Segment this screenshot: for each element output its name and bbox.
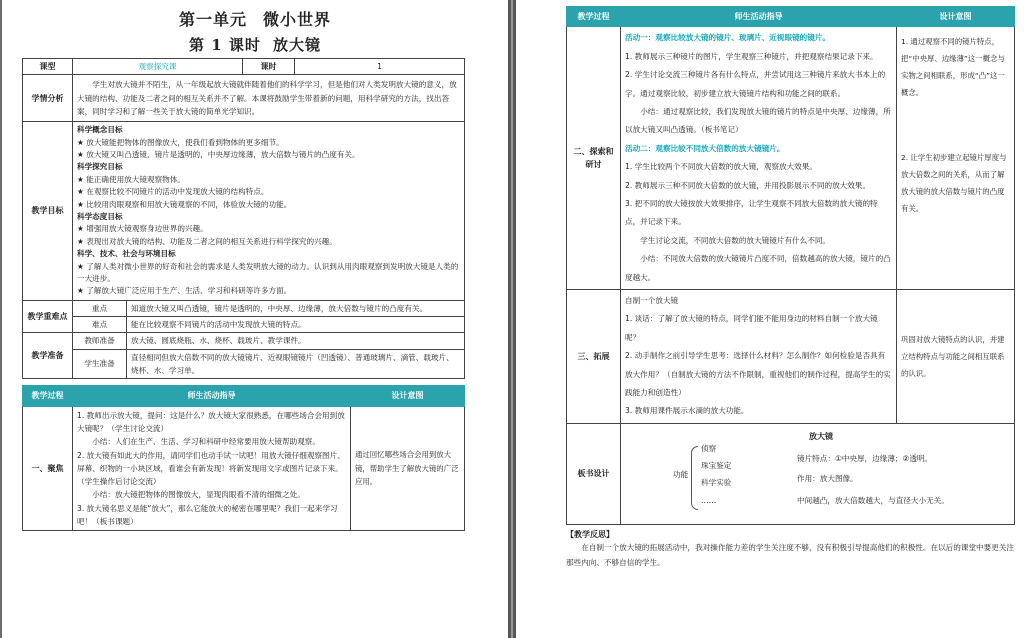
teacher-prep-row (23, 333, 465, 349)
extend-title: 自制一个放大镜 (625, 295, 679, 305)
unit-title (2, 7, 508, 30)
goal-item: ★ 能正确使用放大镜观察物体。 (77, 174, 185, 184)
goal-item: ★ 表现出对放大镜的结构、功能及二者之间的相互关系进行科学探究的兴趣。 (77, 236, 337, 246)
reflection-title: 【教学反思】 (566, 529, 614, 539)
activity-line: 1. 学生比较两个不同放大倍数的放大镜，观察放大效果。 (625, 162, 817, 172)
student-prep-row (23, 349, 465, 379)
lesson-name: 放大镜 (272, 36, 321, 54)
teacher-prep-label: 教师准备 (73, 333, 127, 349)
header-activity: 师生活动指导 (73, 386, 351, 406)
activity-line: 小结：不同放大倍数的放大镜镜片凸度不同，倍数越高的放大镜，镜片的凸度越大。 (625, 254, 891, 282)
difficulty-row (23, 317, 465, 333)
activity-line: 学生讨论交流，不同放大倍数的放大镜镜片有什么不同。 (640, 235, 831, 245)
activity-line: 小结：放大镜把物体的图像放大，显现肉眼看不清的细微之处。 (92, 490, 305, 500)
key-text: 知道放大镜又叫凸透镜，镜片是透明的，中央厚、边缘薄，放大倍数与镜片的凸度有关。 (127, 300, 465, 316)
board-title: 放大镜 (809, 431, 833, 441)
board-branch: 侦察 (701, 443, 717, 453)
stage-extend-row (567, 289, 1015, 423)
process-table-left (22, 385, 465, 531)
board-effect: 作用：放大图像。 (797, 473, 858, 483)
right-page (516, 0, 1024, 638)
reflection-text: 在自制一个放大镜的拓展活动中，我对操作能力差的学生关注度不够，没有积极引导提高他们的积极性。在以后的课堂中要更关注那些内向、不够自信的学生。 (566, 542, 1015, 567)
goal-item: ★ 比较用肉眼观察和用放大镜观察的不同，体验放大镜的功能。 (77, 199, 292, 209)
analysis-label: 学情分析 (23, 75, 73, 122)
key-label: 重点 (73, 300, 127, 316)
activity-line: 小结：人们在生产、生活、学习和科研中经常要用放大镜帮助观察。 (92, 437, 320, 447)
stage-explore-intent (897, 27, 1015, 290)
goal-group-title: 科学概念目标 (77, 125, 123, 135)
stage-focus-intent: 通过回忆哪些场合会用到放大镜，帮助学生了解放大镜的广泛应用。 (351, 406, 465, 531)
board-rule: 中间越凸，放大倍数越大，与直径大小无关。 (797, 495, 949, 505)
board-label: 板书设计 (567, 423, 621, 524)
goal-group-title: 科学、技术、社会与环境目标 (77, 249, 176, 259)
hard-label: 难点 (73, 317, 127, 333)
activity-line: 3. 教师用课件展示水滴的放大功能。 (625, 406, 749, 416)
activity-line: 1. 教师展示三种镜片的图片，学生观察三种镜片，并把观察结果记录下来。 (625, 51, 878, 61)
stage-focus-label: 一、聚焦 (23, 406, 73, 531)
goal-group-title: 科学态度目标 (77, 212, 123, 222)
stage-explore-row (567, 27, 1015, 290)
header-process: 教学过程 (567, 7, 621, 27)
prep-label: 教学准备 (23, 333, 73, 379)
hours-label: 课时 (243, 59, 295, 75)
lesson-plan-table (22, 58, 465, 379)
unit-name: 微小世界 (263, 10, 332, 29)
stage-explore-activity (621, 27, 897, 290)
board-content (621, 423, 1015, 524)
stage-focus-row (23, 406, 465, 531)
activity-line: 3. 放大镜名思义是能“放大”，那么它能放大的秘密在哪里呢？我们一起来学习吧！（板书课题） (77, 503, 338, 527)
board-lens-feature: 镜片特点：①中央厚，边缘薄；②透明。 (797, 453, 933, 463)
goals-label: 教学目标 (23, 122, 73, 301)
goal-item: ★ 在观察比较不同镜片的活动中发现放大镜的结构特点。 (77, 187, 269, 197)
left-page (2, 0, 508, 638)
student-prep-text: 直径相同但放大倍数不同的放大镜镜片、近视眼镜镜片（凹透镜）、普通玻璃片、滴管、载玻片、烧杯、水、学习单。 (127, 349, 465, 379)
teacher-prep-text: 放大镜、圆底烧瓶、水、烧杯、载玻片、教学课件。 (127, 333, 465, 349)
student-prep-label: 学生准备 (73, 349, 127, 379)
process-header-row (23, 386, 465, 406)
analysis-row (23, 75, 465, 122)
process-header-row (567, 7, 1015, 27)
goal-item: ★ 放大镜能把物体的图像放大，使我们看到物体的更多细节。 (77, 137, 284, 147)
board-branch: 科学实验 (701, 477, 732, 487)
header-process: 教学过程 (23, 386, 73, 406)
board-branch: …… (701, 495, 717, 505)
intent-one: 1. 通过观察不同的镜片特点，把“中央厚、边缘薄”这一概念与实物之间相联系，形成“凸”这一概念。 (901, 37, 1005, 98)
hard-text: 能在比较观察不同镜片的活动中发现放大镜的特点。 (127, 317, 465, 333)
header-activity: 师生活动指导 (621, 7, 897, 27)
activity-line: 3. 把不同的放大镜按放大效果排序，让学生观察不同放大倍数的放大镜的特点，并记录下来。 (625, 198, 878, 227)
activity-line: 1. 谈话：了解了放大镜的特点，同学们能不能用身边的材料自制一个放大镜呢？ (625, 314, 878, 342)
goal-item: ★ 放大镜又叫凸透镜，镜片是透明的，中央厚边缘薄，放大倍数与镜片的凸度有关。 (77, 150, 360, 159)
process-table-right (566, 6, 1015, 525)
intent-two: 2. 让学生初步建立起镜片厚度与放大倍数之间的关系，从而了解放大镜的放大倍数与镜片的凸度有关。 (901, 153, 1007, 214)
lesson-prefix: 第 1 课时 (189, 36, 261, 54)
analysis-text: 学生对放大镜并不陌生，从一年级起放大镜就伴随着他们的科学学习，但是他们对人类发明放大镜的意义，放大镜的结构、功能及二者之间的相互关系并不了解。本课将鼓励学生带着新的问题，用科学研究的方法，找出答案，同时学习和了解一些关于放大镜的简单光学知识。 (73, 75, 465, 122)
board-branch: 珠宝鉴定 (701, 460, 732, 470)
activity-two-title: 活动二：观察比较不同放大倍数的放大镜镜片。 (625, 143, 785, 153)
stage-extend-activity (621, 289, 897, 423)
board-design-row (567, 423, 1015, 524)
stage-focus-activity (73, 406, 351, 531)
stage-explore-label: 二、探索和研讨 (567, 27, 621, 290)
type-value: 观察探究课 (73, 59, 243, 75)
header-intent: 设计意图 (897, 7, 1015, 27)
unit-prefix: 第一单元 (178, 10, 247, 29)
activity-line: 2. 动手制作之前引导学生思考：选择什么材料？怎么制作？如何检验是否具有放大作用？（自制放大镜的方法不作限制，重视他们的制作过程，提高学生的实践能力和创造性） (625, 351, 891, 398)
activity-one-title: 活动一：观察比较放大镜的镜片、玻璃片、近视眼镜的镜片。 (625, 33, 831, 43)
activity-line: 1. 教师出示放大镜，提问：这是什么？放大镜大家很熟悉，在哪些场合会用到放大镜呢？（学生讨论交流） (77, 410, 345, 433)
activity-line: 小结：通过观察比较，我们发现放大镜的镜片的特点是中央厚、边缘薄，所以放大镜又叫凸透镜。（板书笔记） (625, 106, 891, 135)
header-intent: 设计意图 (351, 386, 465, 406)
stage-extend-intent: 巩固对放大镜特点的认识，并建立结构特点与功能之间相互联系的认识。 (897, 289, 1015, 423)
board-function-label: 功能 (673, 469, 689, 479)
stage-extend-label: 三、拓展 (567, 289, 621, 423)
hours-value: 1 (295, 59, 465, 75)
book-gutter (508, 0, 516, 638)
goal-group-title: 科学探究目标 (77, 162, 123, 172)
activity-line: 2. 学生讨论交流三种镜片各有什么特点，并尝试用这三种镜片来放大书本上的字。通过观察比较，初步建立放大镜镜片结构和功能之间的联系。 (625, 70, 886, 98)
activity-line: 2. 教师展示三种不同放大倍数的放大镜，并用投影展示不同的放大效果。 (625, 180, 871, 190)
board-brace (691, 446, 698, 510)
keypoint-row (23, 300, 465, 316)
goal-item: ★ 增强用放大镜观察身边世界的兴趣。 (77, 224, 208, 234)
type-label: 课型 (23, 59, 73, 75)
activity-line: 2. 放大镜有如此大的作用，请同学们也动手试一试吧！用放大镜仔细观察图片、屏幕、织物的一小块区域，看谁会有新发现！将新发现用文字或图片记录下来。（学生操作后讨论交流） (77, 450, 345, 487)
course-info-row (23, 59, 465, 75)
goal-item: ★ 了解人类对微小世界的好奇和社会的需求是人类发明放大镜的动力。认识到从用肉眼观察到发明放大镜是人类的一大进步。 (77, 261, 459, 284)
board-diagram (621, 424, 1014, 524)
lesson-title (2, 34, 508, 55)
keypoints-label: 教学重难点 (23, 300, 73, 333)
goals-row (23, 122, 465, 301)
goal-item: ★ 了解放大镜广泛应用于生产、生活、学习和科研等许多方面。 (77, 286, 292, 296)
goals-content (73, 122, 465, 301)
